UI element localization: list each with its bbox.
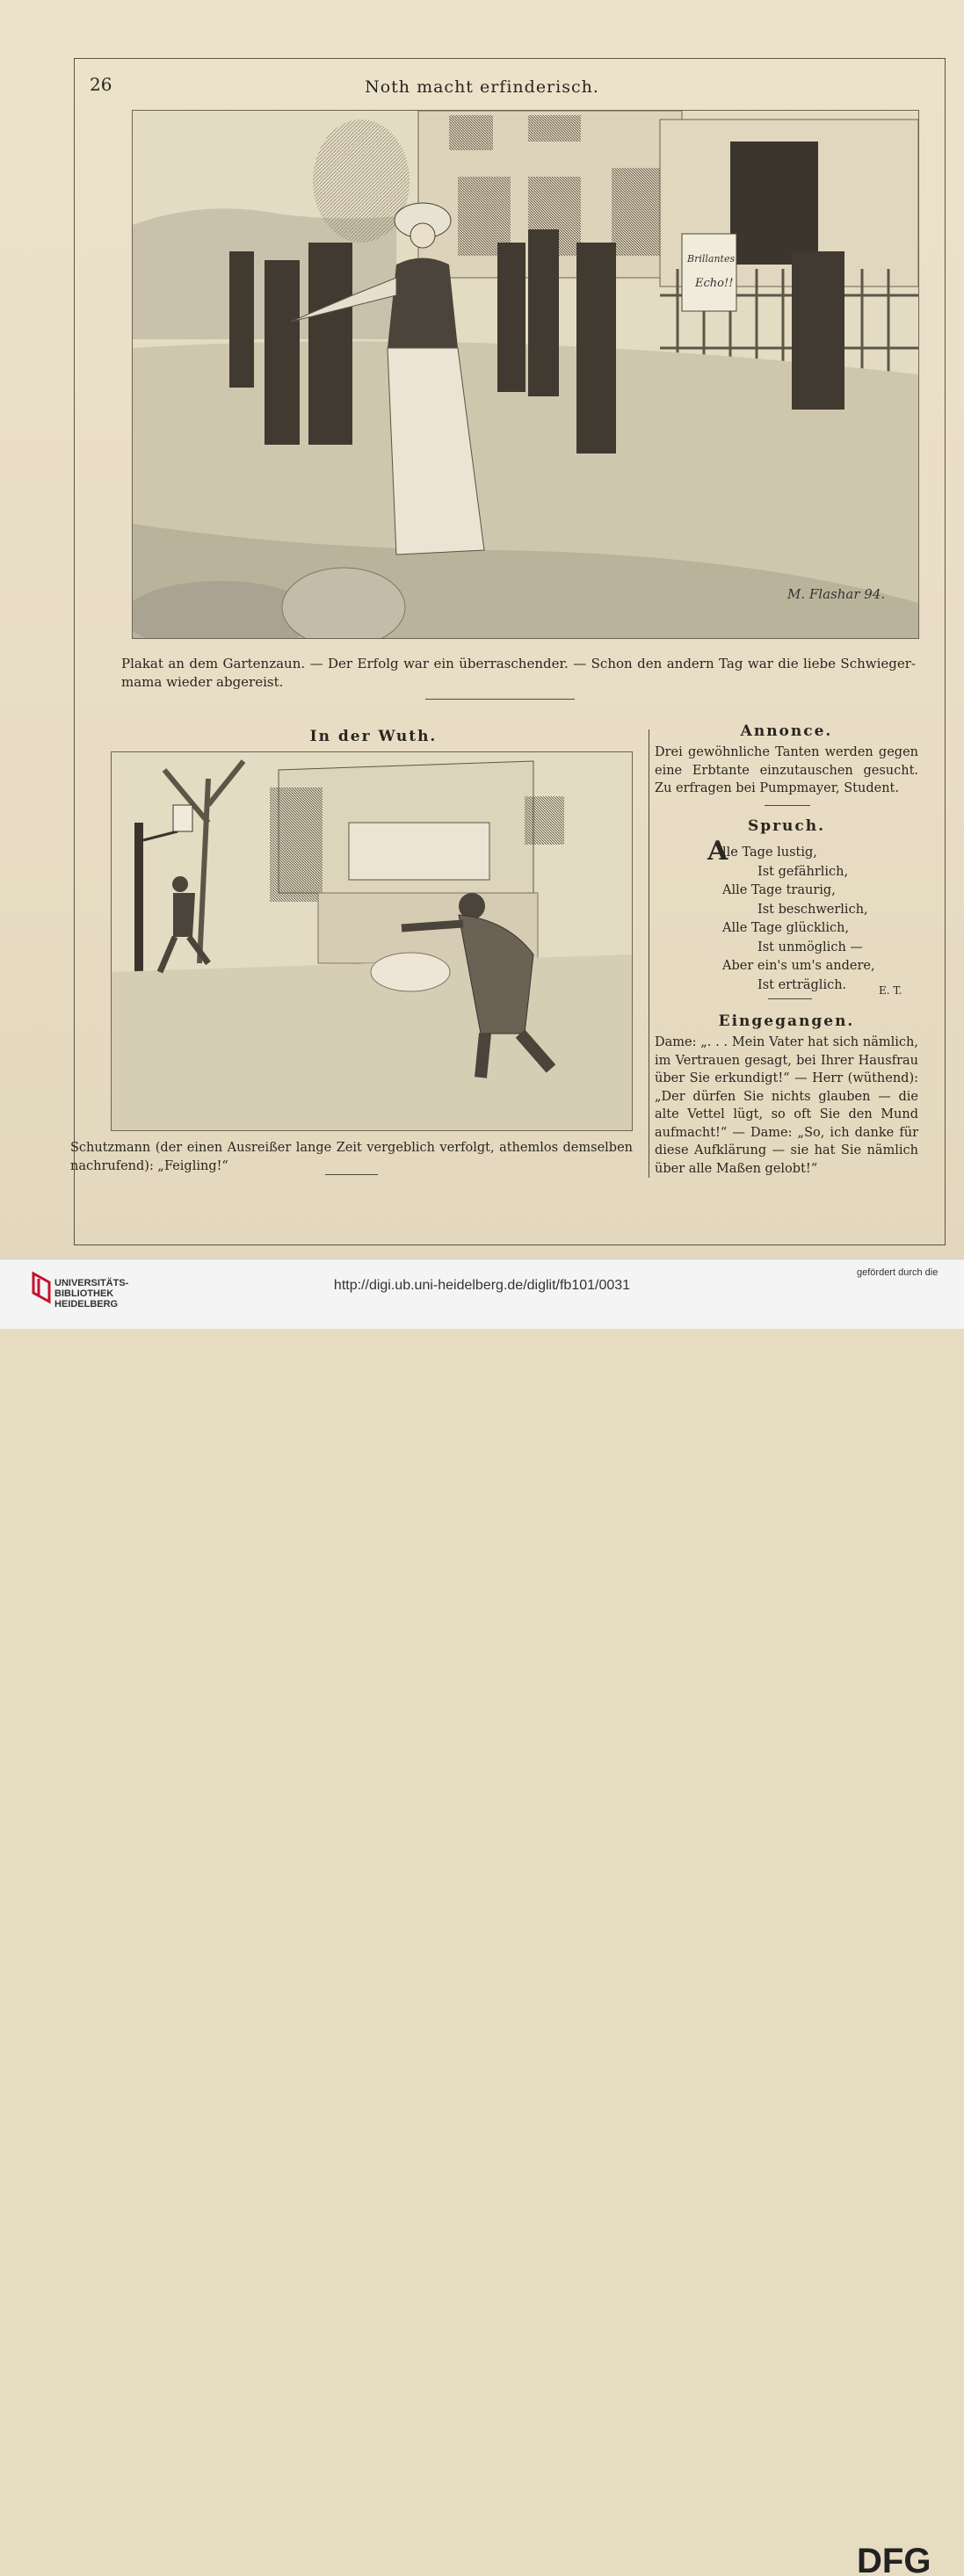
eingegangen-title: Eingegangen. [718,1012,855,1030]
poem-line: lle Tage lustig, [722,845,817,860]
sign-line-1: Brillantes [687,253,736,265]
poem-line: Ist gefährlich, [757,864,849,879]
artist-signature: M. Flashar 94. [787,586,886,602]
library-line-3: HEIDELBERG [54,1299,119,1310]
poem-line: Alle Tage glücklich, [722,921,850,935]
top-caption: Plakat an dem Gartenzaun. — Der Erfolg war ein überraschender. — Schon den andern Tag war die liebe Schwieger-mama wieder abgereist. [121,656,916,690]
poem-line: Alle Tage traurig, [722,883,836,897]
annonce-text: Drei gewöhnliche Tanten werden gegen eine Erbtante einzutauschen gesucht. Zu erfragen bei Pumpmayer, Student. [655,745,918,795]
funding-label: gefördert durch die [857,1267,939,1278]
spruch-dropcap: A [707,836,728,867]
sign-line-2: Echo!! [695,277,734,290]
spruch-poem [722,844,875,995]
library-line-1: UNIVERSITÄTS- [54,1278,129,1288]
poem-line: Ist beschwerlich, [757,902,868,917]
spruch-title: Spruch. [747,817,826,835]
spruch-author: E. T. [879,984,902,997]
left-section-title: In der Wuth. [309,728,438,745]
dfg-logo-icon [857,2541,945,2576]
poem-line: Ist erträglich. [757,977,847,992]
source-url-link[interactable]: http://digi.ub.uni-heidelberg.de/diglit/fb101/0031 [333,1278,631,1293]
top-illustration [132,110,919,639]
eingegangen-text: Dame: „. . . Mein Vater hat sich nämlich, im Vertrauen gesagt, bei Ihrer Hausfrau über Sie erkundigt!“ — Herr (wüthend): „Der dürfen Sie nichts glauben — die alte Vettel lügt, so oft Sie den Mund aufmacht!“ — Dame: „So, ich danke für diese Aufklärung — sie hat Sie nämlich über alle Maßen gelobt!“ [655,1035,918,1176]
scanned-page [0,0,964,1259]
poem-line: Ist unmöglich — [757,940,863,954]
annonce-rule [765,805,810,806]
annonce-title: Annonce. [740,722,833,740]
running-title: Noth macht erfinderisch. [365,77,599,97]
library-line-2: BIBLIOTHEK [54,1288,114,1299]
page-number: 26 [90,74,112,95]
caption-rule [325,1174,378,1175]
spruch-rule [768,998,812,999]
footer-bar [0,1259,964,2576]
poem-line: Aber ein's um's andere, [722,959,875,973]
bottom-illustration [111,751,633,1131]
dfg-logo-text: DFG [857,2542,931,2576]
divider-rule [425,699,575,700]
bottom-caption: Schutzmann (der einen Ausreißer lange Zeit vergeblich verfolgt, athemlos demselben nachrufend): „Feigling!“ [70,1141,633,1173]
